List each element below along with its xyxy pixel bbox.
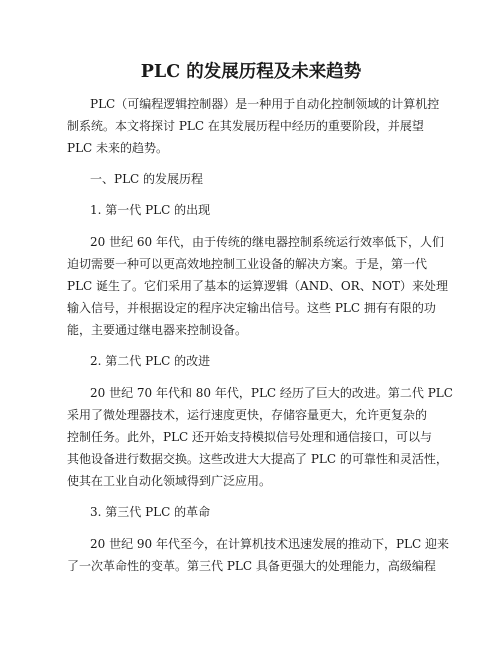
gen3-line-2: 了一次革命性的变革。第三代 PLC 具备更强大的处理能力，高级编程: [67, 559, 436, 573]
intro-line-1: PLC（可编程逻辑控制器）是一种用于自动化控制领域的计算机控: [90, 97, 440, 111]
gen3-line-1: 20 世纪 90 年代至今，在计算机技术迅速发展的推动下，PLC 迎来: [90, 537, 450, 551]
gen1-line-2: 迫切需要一种可以更高效地控制工业设备的解决方案。于是，第一代: [67, 257, 428, 271]
gen2-line-4: 其他设备进行数据交换。这些改进大大提高了 PLC 的可靠性和灵活性，: [67, 452, 448, 466]
gen1-line-1: 20 世纪 60 年代，由于传统的继电器控制系统运行效率低下，人们: [90, 235, 444, 249]
gen2-line-1: 20 世纪 70 年代和 80 年代，PLC 经历了巨大的改进。第二代 PLC: [90, 386, 453, 400]
intro-line-2: 制系统。本文将探讨 PLC 在其发展历程中经历的重要阶段，并展望: [67, 119, 424, 133]
intro-line-3: PLC 未来的趋势。: [67, 141, 169, 155]
gen1-line-4: 输入信号，并根据设定的程序决定输出信号。这些 PLC 拥有有限的功: [67, 301, 436, 315]
gen1-line-3: PLC 诞生了。它们采用了基本的运算逻辑（AND、OR、NOT）来处理: [67, 279, 449, 293]
gen3-heading: 3. 第三代 PLC 的革命: [90, 505, 211, 519]
gen2-line-2: 采用了微处理器技术，运行速度更快，存储容量更大，允许更复杂的: [67, 408, 428, 422]
gen1-line-5: 能，主要通过继电器来控制设备。: [67, 323, 248, 337]
gen2-line-3: 控制任务。此外，PLC 还开始支持模拟信号处理和通信接口，可以与: [67, 430, 433, 444]
gen2-line-5: 使其在工业自动化领域得到广泛应用。: [67, 474, 272, 488]
gen2-heading: 2. 第二代 PLC 的改进: [90, 354, 211, 368]
section-heading: 一、PLC 的发展历程: [90, 172, 204, 186]
document-title: PLC 的发展历程及未来趋势: [140, 62, 362, 82]
gen1-heading: 1. 第一代 PLC 的出现: [90, 203, 211, 217]
